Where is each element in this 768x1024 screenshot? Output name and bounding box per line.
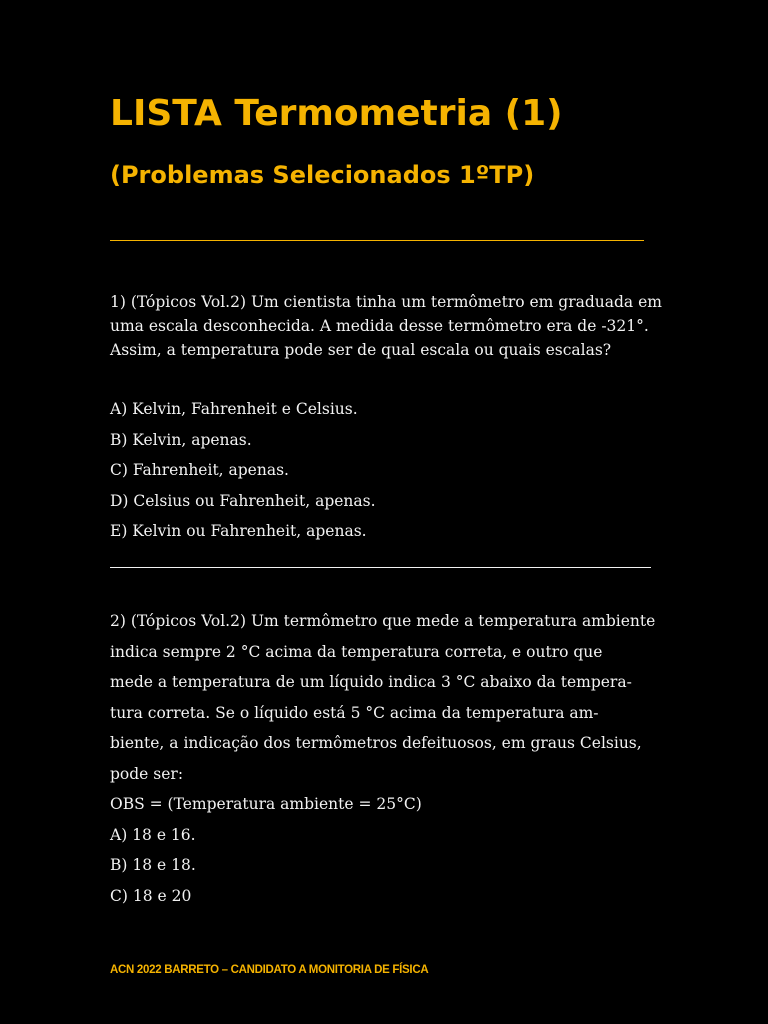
page-title: LISTA Termometria (1) [110,93,563,134]
question-2-line: 2) (Tópicos Vol.2) Um termômetro que mede a temperatura ambiente [110,612,656,630]
page-subtitle: (Problemas Selecionados 1ºTP) [110,161,535,189]
title-divider [110,240,644,241]
question-1-option-e: E) Kelvin ou Fahrenheit, apenas. [110,522,367,540]
question-2-line: mede a temperatura de um líquido indica 3 °C abaixo da tempera- [110,673,632,691]
question-divider [110,567,651,568]
question-2-obs: OBS = (Temperatura ambiente = 25°C) [110,795,422,813]
question-1-text: 1) (Tópicos Vol.2) Um cientista tinha um termômetro em graduada em uma escala desconhecida. A medida desse termômetro era de -321°. Assim, a temperatura pode ser de qual escala ou quais escalas? [110,293,662,359]
question-2-line: tura correta. Se o líquido está 5 °C acima da temperatura am- [110,703,599,722]
question-1-option-c: C) Fahrenheit, apenas. [110,461,289,479]
page-footer: ACN 2022 BARRETO – CANDIDATO A MONITORIA DE FÍSICA [110,964,429,976]
question-1-option-a: A) Kelvin, Fahrenheit e Celsius. [110,400,358,418]
question-2 [110,606,670,911]
question-2-line: indica sempre 2 °C acima da temperatura correta, e outro que [110,642,603,661]
question-1-option-d: D) Celsius ou Fahrenheit, apenas. [110,491,376,510]
question-2-option-c: C) 18 e 20 [110,886,192,905]
question-2-option-b: B) 18 e 18. [110,856,196,874]
question-1-option-b: B) Kelvin, apenas. [110,430,252,449]
question-2-line: biente, a indicação dos termômetros defeituosos, em graus Celsius, [110,734,642,752]
question-1 [110,290,670,362]
question-1-options [110,394,376,547]
question-2-line: pode ser: [110,764,184,783]
question-2-option-a: A) 18 e 16. [110,825,196,844]
